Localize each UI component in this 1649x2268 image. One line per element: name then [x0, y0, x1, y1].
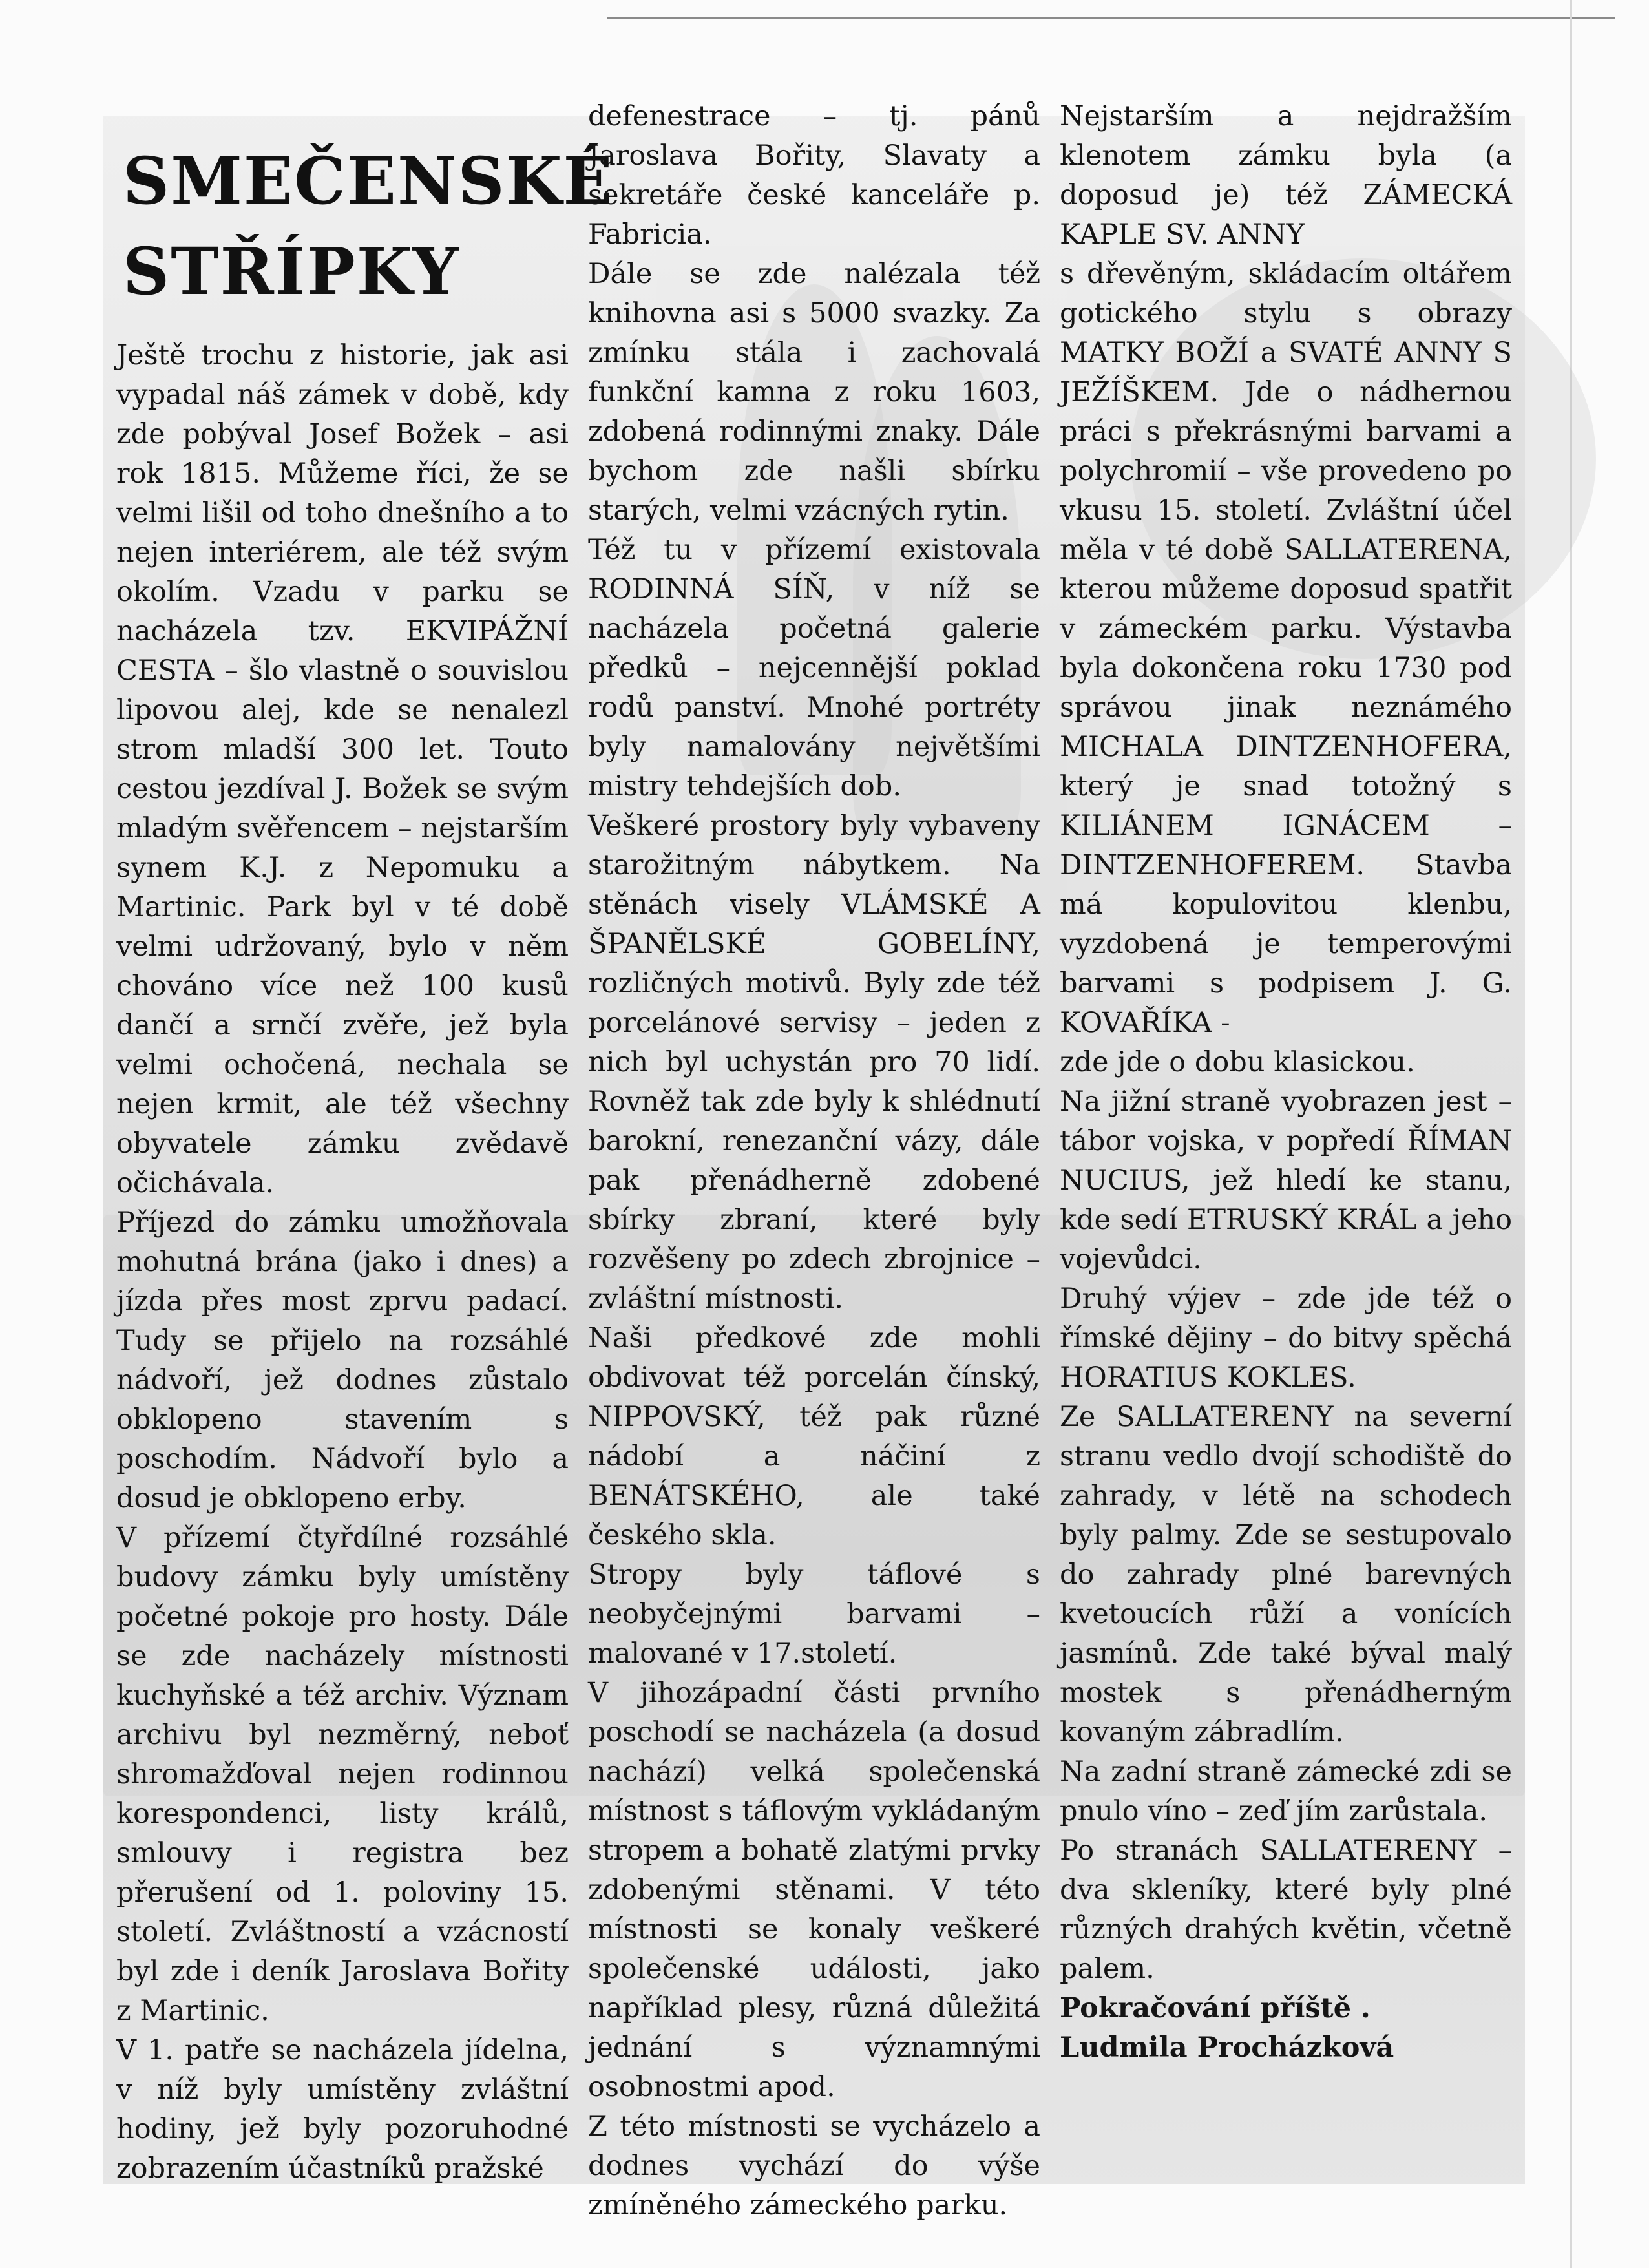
paragraph: Na zadní straně zámecké zdi se pnulo víno – zeď jím zarůstala. — [1060, 1756, 1512, 1827]
scan-edge-line — [1570, 0, 1572, 2268]
paragraph: Nejstarším a nejdražším klenotem zámku byla (a doposud je) též ZÁMECKÁ KAPLE SV. ANNY — [1060, 100, 1512, 251]
text-column-2 — [588, 97, 1040, 2225]
paragraph: Z této místnosti se vycházelo a dodnes vychází do výše zmíněného zámeckého parku. — [588, 2110, 1040, 2221]
paragraph: Stropy byly táflové s neobyčejnými barvami – malované v 17.století. — [588, 1559, 1040, 1670]
author-name: Ludmila Procházková — [1060, 2032, 1394, 2064]
paragraph: Naši předkové zde mohli obdivovat též porcelán čínský, NIPPOVSKÝ, též pak různé nádobí a náčiní z BENÁTSKÉHO, ale také českého skla. — [588, 1322, 1040, 1551]
title-line-2: STŘÍPKY — [123, 233, 460, 310]
continued-note: Pokračování příště . — [1060, 1992, 1371, 2024]
paragraph: Na jižní straně vyobrazen jest – tábor vojska, v popředí ŘÍMAN NUCIUS, jež hledí ke stanu, kde sedí ETRUSKÝ KRÁL a jeho vojevůdci. — [1060, 1086, 1512, 1276]
paragraph: Druhý výjev – zde jde též o římské dějiny – do bitvy spěchá HORATIUS KOKLES. — [1060, 1283, 1512, 1394]
top-border-line — [607, 17, 1615, 19]
article-title — [123, 136, 614, 317]
title-line-1: SMEČENSKÉ — [123, 143, 614, 219]
paragraph: Dále se zde nalézala též knihovna asi s 5000 svazky. Za zmínku stála i zachovalá funkční kamna z roku 1603, zdobená rodinnými znaky. Dále bychom zde našli sbírku starých, velmi vzácných rytin. — [588, 258, 1040, 527]
paragraph: Ze SALLATERENY na severní stranu vedlo dvojí schodiště do zahrady, v létě na schodech byly palmy. Zde se sestupovalo do zahrady plné barevných kvetoucích růží a vonících jasmínů. Zde také býval malý mostek s přenádherným kovaným zábradlím. — [1060, 1401, 1512, 1748]
text-column-3 — [1060, 97, 1512, 2068]
paragraph: defenestrace – tj. pánů Jaroslava Bořity, Slavaty a sekretáře české kanceláře p. Fabricia. — [588, 100, 1040, 251]
paragraph: V přízemí čtyřdílné rozsáhlé budovy zámku byly umístěny početné pokoje pro hosty. Dále se zde nacházely místnosti kuchyňské a též archiv. Význam archivu byl nezměrný, neboť shromažďoval nejen rodinnou korespondenci, listy králů, smlouvy i registra bez přerušení od 1. poloviny 15. století. Zvláštností a vzácností byl zde i deník Jaroslava Bořity z Martinic. — [116, 1522, 569, 2027]
paragraph: Veškeré prostory byly vybaveny starožitným nábytkem. Na stěnách visely VLÁMSKÉ A ŠPANĚLSKÉ GOBELÍNY, rozličných motivů. Byly zde též porcelánové servisy – jeden z nich byl uchystán pro 70 lidí. Rovněž tak zde byly k shlédnutí barokní, renezanční vázy, dále pak přenádherně zdobené sbírky zbraní, které byly rozvěšeny po zdech zbrojnice – zvláštní místnosti. — [588, 810, 1040, 1315]
text-column-1 — [116, 336, 569, 2189]
paragraph: V 1. patře se nacházela jídelna, v níž byly umístěny zvláštní hodiny, jež byly pozoruhodné zobrazením účastníků pražské — [116, 2034, 569, 2185]
paragraph: Po stranách SALLATERENY – dva skleníky, které byly plné různých drahých květin, včetně palem. — [1060, 1834, 1512, 1985]
paragraph: Též tu v přízemí existovala RODINNÁ SÍŇ, v níž se nacházela početná galerie předků – nejcennější poklad rodů panství. Mnohé portréty byly namalovány největšími mistry tehdejších dob. — [588, 534, 1040, 803]
paragraph: V jihozápadní části prvního poschodí se nacházela (a dosud nachází) velká společenská místnost s táflovým vykládaným stropem a bohatě zlatými prvky zdobenými stěnami. V této místnosti se konaly veškeré společenské události, jako například plesy, různá důležitá jednání s významnými osobnostmi apod. — [588, 1677, 1040, 2103]
paragraph: s dřevěným, skládacím oltářem gotického stylu s obrazy MATKY BOŽÍ a SVATÉ ANNY S JEŽÍŠKEM. Jde o nádhernou práci s překrásnými barvami a polychromií – vše provedeno po vkusu 15. století. Zvláštní účel měla v té době SALLATERENA, kterou můžeme doposud spatřit v zámeckém parku. Výstavba byla dokončena roku 1730 pod správou jinak neznámého MICHALA DINTZENHOFERA, který je snad totožný s KILIÁNEM IGNÁCEM – DINTZENHOFEREM. Stavba má kopulovitou klenbu, vyzdobená je temperovými barvami s podpisem J. G. KOVAŘÍKA - — [1060, 258, 1512, 1039]
paragraph: Ještě trochu z historie, jak asi vypadal náš zámek v době, kdy zde pobýval Josef Božek – asi rok 1815. Můžeme říci, že se velmi lišil od toho dnešního a to nejen interiérem, ale též svým okolím. Vzadu v parku se nacházela tzv. EKVIPÁŽNÍ CESTA – šlo vlastně o souvislou lipovou alej, kde se nenalezl strom mladší 300 let. Touto cestou jezdíval J. Božek se svým mladým svěřencem – nejstarším synem K.J. z Nepomuku a Martinic. Park byl v té době velmi udržovaný, bylo v něm chováno více než 100 kusů dančí a srnčí zvěře, jež byla velmi ochočená, nechala se nejen krmit, ale též všechny obyvatele zámku zvědavě očichávala. — [116, 339, 569, 1199]
paragraph: Příjezd do zámku umožňovala mohutná brána (jako i dnes) a jízda přes most zprvu padací. Tudy se přijelo na rozsáhlé nádvoří, jež dodnes zůstalo obklopeno stavením s poschodím. Nádvoří bylo a dosud je obklopeno erby. — [116, 1206, 569, 1515]
paragraph: zde jde o dobu klasickou. — [1060, 1046, 1415, 1078]
